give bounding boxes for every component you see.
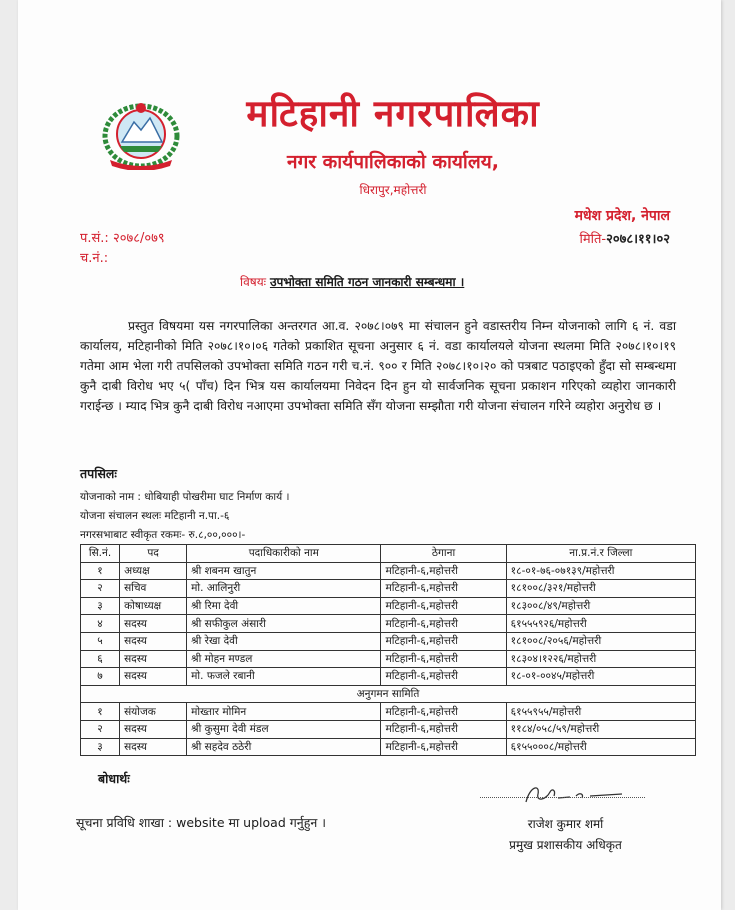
cell-address: मटिहानी-६,महोत्तरी: [381, 615, 506, 633]
signature-line: [480, 797, 645, 798]
letter-date: [488, 229, 670, 247]
cell-address: मटिहानी-६,महोत्तरी: [381, 597, 506, 615]
cell-address: मटिहानी-६,महोत्तरी: [381, 580, 506, 598]
cell-post: सदस्य: [120, 615, 187, 633]
cc-note: सूचना प्रविधि शाखा : website मा upload गर्नुहुन ।: [76, 815, 326, 830]
committee-row: [81, 562, 696, 580]
cell-name: श्री मोहन मण्डल: [187, 650, 381, 668]
cell-address: मटिहानी-६,महोत्तरी: [381, 668, 506, 686]
col-header-citizenship: ना.प्र.नं.र जिल्ला: [506, 545, 695, 563]
committee-row: [81, 650, 696, 668]
committee-rows: [81, 562, 696, 685]
project-location: योजना संचालन स्थलः मटिहानी न.पा.-६: [80, 510, 230, 522]
cell-citizenship: १८१००८/२०५६/महोत्तरी: [506, 632, 695, 650]
handwritten-signature-icon: [518, 780, 628, 810]
cell-post: सदस्य: [120, 668, 187, 686]
col-header-sn: सि.नं.: [81, 545, 120, 563]
cell-citizenship: १८-०१-७६-०७१३९/महोत्तरी: [506, 562, 695, 580]
municipality-emblem-icon: [98, 98, 184, 170]
cc-heading: बोधार्थः: [98, 771, 130, 786]
letter-body: प्रस्तुत विषयमा यस नगरपालिका अन्तरगत आ.व. २०७८।०७९ मा संचालन हुने वडास्तरीय निम्न योजनाको लागि ६ नं. वडा कार्यालय, मटिहानीको मिति २०७८।१०।०६ गतेको प्रकाशित सूचना अनुसार ६ नं. वडा कार्यालयले योजना स्थलमा मिति २०७८।१०।१९ गतेमा आम भेला गरी तपसिलको उपभोक्ता समिति गठन गरी च.नं. ९०० र मिति २०७८।१०।२० को पत्रबाट पठाइएको हुँदा सो सम्बन्धमा कुनै दाबी विरोध भए ५( पाँच) दिन भित्र यस कार्यालयमा निवेदन दिन हुन यो सार्वजनिक सूचना प्रकाशन गरिएको व्यहोरा जानकारी गराईन्छ । म्याद भित्र कुनै दाबी विरोध नआएमा उपभोक्ता समिति सँग योजना सम्झौता गरी योजना संचालन गरिने व्यहोरा अनुरोध छ ।: [80, 319, 676, 413]
monitoring-heading-row: [81, 685, 696, 703]
cell-address: मटिहानी-६,महोत्तरी: [381, 632, 506, 650]
cell-citizenship: ११८४/०५८/५९/महोत्तरी: [506, 720, 695, 738]
monitoring-title: अनुगमन सामिति: [81, 685, 696, 703]
cell-citizenship: १८१००८/३२१/महोत्तरी: [506, 580, 695, 598]
cell-name: श्री कुसुमा देवी मंडल: [187, 720, 381, 738]
cell-name: श्री रिमा देवी: [187, 597, 381, 615]
cell-address: मटिहानी-६,महोत्तरी: [381, 703, 506, 721]
cell-name: मो. फजले रबानी: [187, 668, 381, 686]
ref-number: प.सं.: २०७८/०७९: [80, 231, 165, 246]
committee-table: [80, 544, 696, 756]
cell-citizenship: ६१५५०००८/महोत्तरी: [506, 738, 695, 756]
signatory-name: राजेश कुमार शर्मा: [527, 817, 604, 831]
cell-post: सचिव: [120, 580, 187, 598]
office-name: नगर कार्यपालिकाको कार्यालय,: [287, 151, 499, 173]
office-address: धिरापुर,महोत्तरी: [359, 183, 427, 197]
cell-name: श्री सहदेव ठठेरी: [187, 738, 381, 756]
cell-sn: ३: [81, 597, 120, 615]
col-header-post: पद: [120, 545, 187, 563]
cell-sn: १: [81, 562, 120, 580]
signatory-block: [488, 814, 643, 856]
cell-sn: ३: [81, 738, 120, 756]
subject-line: [240, 273, 464, 290]
cell-citizenship: १८३००८/४९/महोत्तरी: [506, 597, 695, 615]
reference-block: [80, 229, 165, 269]
cell-name: मो. आलिनुरी: [187, 580, 381, 598]
municipality-name: मटिहानी नगरपालिका: [246, 92, 540, 135]
cell-citizenship: ६१५५९५५/महोत्तरी: [506, 703, 695, 721]
monitoring-row: [81, 738, 696, 756]
cell-post: संयोजक: [120, 703, 187, 721]
committee-row: [81, 580, 696, 598]
cell-post: अध्यक्ष: [120, 562, 187, 580]
cell-post: सदस्य: [120, 632, 187, 650]
chalani-number: च.नं.:: [80, 251, 109, 266]
committee-row: [81, 632, 696, 650]
col-header-name: पदाधिकारीको नाम: [187, 545, 381, 563]
date-value: २०७८।११।०२: [606, 232, 670, 247]
signatory-title: प्रमुख प्रशासकीय अधिकृत: [509, 838, 622, 852]
cell-address: मटिहानी-६,महोत्तरी: [381, 562, 506, 580]
cell-address: मटिहानी-६,महोत्तरी: [381, 738, 506, 756]
cell-citizenship: १८-०१-००४५/महोत्तरी: [506, 668, 695, 686]
province-name: मधेश प्रदेश, नेपाल: [574, 208, 670, 224]
cell-post: सदस्य: [120, 650, 187, 668]
project-name: योजनाको नाम : धोबियाही पोखरीमा घाट निर्माण कार्य ।: [80, 491, 290, 503]
monitoring-row: [81, 720, 696, 738]
cell-citizenship: १८३०४।१२२६/महोत्तरी: [506, 650, 695, 668]
monitoring-row: [81, 703, 696, 721]
cell-name: मोख्तार मोमिन: [187, 703, 381, 721]
col-header-address: ठेगाना: [381, 545, 506, 563]
cell-sn: ६: [81, 650, 120, 668]
cell-sn: २: [81, 580, 120, 598]
cell-post: सदस्य: [120, 720, 187, 738]
subject-text: उपभोक्ता समिति गठन जानकारी सम्बन्धमा ।: [269, 275, 465, 289]
monitoring-rows: [81, 703, 696, 756]
table-header-row: [81, 545, 696, 563]
cell-name: श्री शबनम खातुन: [187, 562, 381, 580]
committee-row: [81, 668, 696, 686]
committee-row: [81, 597, 696, 615]
cell-sn: ४: [81, 615, 120, 633]
cell-sn: १: [81, 703, 120, 721]
cell-name: श्री रेखा देवी: [187, 632, 381, 650]
cell-name: श्री सफीकुल अंसारी: [187, 615, 381, 633]
cell-address: मटिहानी-६,महोत्तरी: [381, 720, 506, 738]
details-heading: तपसिलः: [80, 466, 117, 481]
cell-post: सदस्य: [120, 738, 187, 756]
subject-label: विषयः: [240, 275, 267, 289]
cell-post: कोषाध्यक्ष: [120, 597, 187, 615]
committee-row: [81, 615, 696, 633]
cell-sn: २: [81, 720, 120, 738]
project-amount: नगरसभाबाट स्वीकृत रकमः- रु.८,००,०००।-: [80, 529, 246, 541]
cell-address: मटिहानी-६,महोत्तरी: [381, 650, 506, 668]
project-info: [80, 488, 289, 545]
cell-citizenship: ६१५५५९२६/महोत्तरी: [506, 615, 695, 633]
cell-sn: ७: [81, 668, 120, 686]
cell-sn: ५: [81, 632, 120, 650]
letter-page: [18, 0, 721, 910]
date-label: मिति-: [579, 232, 607, 247]
